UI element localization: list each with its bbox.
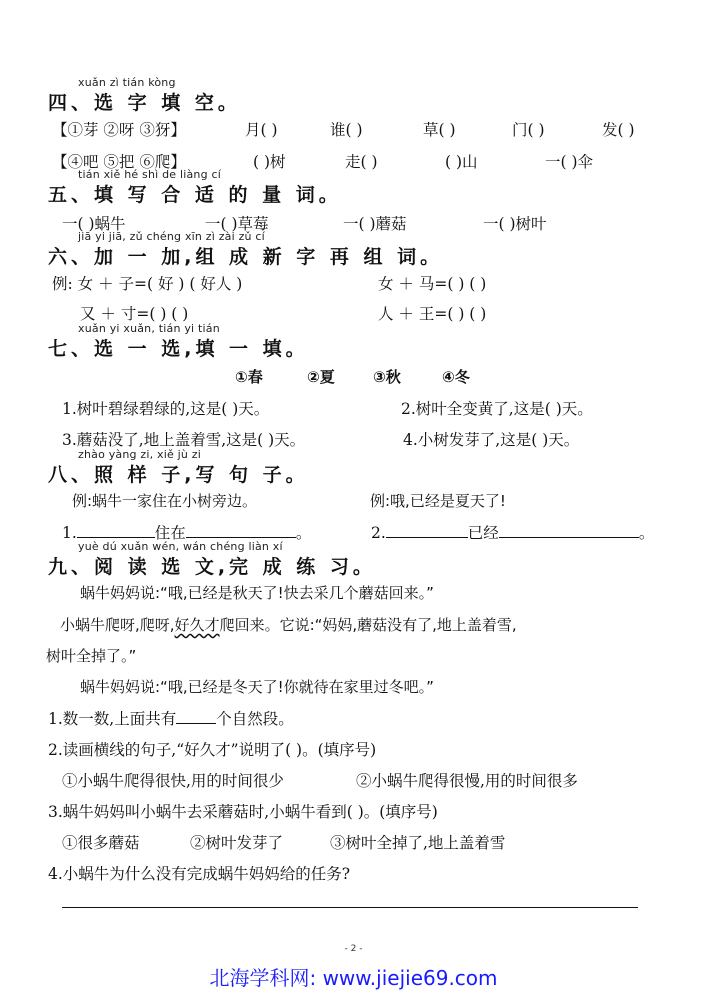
s5-item-3: 一( )蘑菇 bbox=[343, 215, 407, 233]
s9-paragraph-2-line-2: 树叶全掉了。” bbox=[46, 647, 137, 665]
s7-option-winter: ④冬 bbox=[442, 368, 470, 386]
s8-heading: 八、照 样 子,写 句 子。 bbox=[48, 464, 309, 486]
s9-q1-blank[interactable] bbox=[176, 707, 216, 724]
s6-example: 例: 女 ＋ 子=( 好 ) ( 好人 ) bbox=[52, 275, 243, 293]
s4-blank-1: 月( ) bbox=[245, 121, 278, 139]
s7-q3: 3.蘑菇没了,地上盖着雪,这是( )天。 bbox=[62, 431, 306, 449]
s7-heading: 七、选 一 选,填 一 填。 bbox=[48, 338, 309, 360]
s4-blank-8: ( )山 bbox=[445, 153, 478, 171]
s9-paragraph-3: 蜗牛妈妈说:“哦,已经是冬天了!你就待在家里过冬吧。” bbox=[80, 678, 434, 696]
s4-row1-options: 【①芽 ②呀 ③犽】 bbox=[52, 121, 186, 139]
s4-blank-3: 草( ) bbox=[423, 121, 456, 139]
s7-option-summer: ②夏 bbox=[307, 368, 335, 386]
s7-q2: 2.树叶全变黄了,这是( )天。 bbox=[401, 400, 593, 418]
s5-heading: 五、填 写 合 适 的 量 词。 bbox=[48, 184, 342, 206]
s5-item-4: 一( )树叶 bbox=[483, 215, 547, 233]
s9-q1 bbox=[48, 707, 294, 729]
s9-q3: 3.蜗牛妈妈叫小蜗牛去采蘑菇时,小蜗牛看到( )。(填序号) bbox=[48, 803, 438, 821]
s8-example-2: 例:哦,已经是夏天了! bbox=[370, 492, 506, 510]
s8-q2-blank-a[interactable] bbox=[386, 521, 468, 538]
s7-pinyin: xuǎn yi xuǎn, tián yi tián bbox=[78, 322, 220, 335]
answer-line[interactable] bbox=[62, 907, 638, 908]
s9-q2-option-1: ①小蜗牛爬得很快,用的时间很少 bbox=[62, 772, 284, 790]
s4-blank-5: 发( ) bbox=[602, 121, 635, 139]
s4-blank-6: ( )树 bbox=[253, 153, 286, 171]
site-footer[interactable]: 北海学科网: www.jiejie69.com bbox=[209, 966, 498, 990]
s4-blank-9: 一( )伞 bbox=[545, 153, 594, 171]
s9-paragraph-2-line-1 bbox=[60, 614, 517, 635]
s6-q3: 人 ＋ 王=( ) ( ) bbox=[378, 305, 487, 323]
s8-q1-number: 1. bbox=[62, 524, 77, 542]
s5-item-2: 一( )草莓 bbox=[205, 215, 269, 233]
s9-heading: 九、阅 读 选 文,完 成 练 习。 bbox=[48, 556, 376, 578]
s9-pinyin: yuè dú xuǎn wén, wán chéng liàn xí bbox=[78, 540, 283, 553]
s8-q2-number: 2. bbox=[371, 524, 386, 542]
s9-p2-key-phrase: 好久才 bbox=[174, 616, 220, 634]
s8-q2-blank-b[interactable] bbox=[499, 521, 639, 538]
s6-q2: 又 ＋ 寸=( ) ( ) bbox=[80, 305, 189, 323]
s8-q2-end: 。 bbox=[638, 524, 655, 542]
s8-q1-end: 。 bbox=[295, 524, 312, 542]
s5-item-1: 一( )蜗牛 bbox=[62, 215, 126, 233]
s4-blank-4: 门( ) bbox=[512, 121, 545, 139]
s7-option-spring: ①春 bbox=[235, 368, 263, 386]
s6-heading: 六、加 一 加,组 成 新 字 再 组 词。 bbox=[48, 246, 444, 268]
s9-q3-option-1: ①很多蘑菇 bbox=[62, 834, 140, 852]
s9-p2-pre: 小蜗牛爬呀,爬呀, bbox=[60, 616, 175, 634]
s7-option-autumn: ③秋 bbox=[373, 368, 401, 386]
s9-q2: 2.读画横线的句子,“好久才”说明了( )。(填序号) bbox=[48, 741, 377, 759]
s9-q3-option-3: ③树叶全掉了,地上盖着雪 bbox=[330, 834, 506, 852]
s8-q1-blank-a[interactable] bbox=[77, 521, 155, 538]
s4-row2-options: 【④吧 ⑤把 ⑥爬】 bbox=[52, 153, 186, 171]
s9-q2-option-2: ②小蜗牛爬得很慢,用的时间很多 bbox=[356, 772, 578, 790]
s9-p2-post: 爬回来。它说:“妈妈,蘑菇没有了,地上盖着雪, bbox=[219, 616, 517, 634]
s5-pinyin: tián xiě hé shì de liàng cí bbox=[78, 168, 221, 181]
s9-q1-post: 个自然段。 bbox=[216, 710, 294, 728]
s4-pinyin: xuǎn zì tián kòng bbox=[78, 76, 176, 89]
s8-q1-mid: 住在 bbox=[154, 524, 186, 542]
s8-pinyin: zhào yàng zi, xiě jù zi bbox=[78, 448, 202, 461]
s4-blank-7: 走( ) bbox=[345, 153, 378, 171]
s8-example-1: 例:蜗牛一家住在小树旁边。 bbox=[72, 492, 258, 510]
s9-paragraph-1: 蜗牛妈妈说:“哦,已经是秋天了!快去采几个蘑菇回来。” bbox=[80, 584, 434, 602]
page-number: - 2 - bbox=[344, 944, 363, 954]
s8-q2-mid: 已经 bbox=[467, 524, 499, 542]
s9-q3-option-2: ②树叶发芽了 bbox=[190, 834, 284, 852]
s6-pinyin: jiā yi jiā, zǔ chéng xīn zì zài zǔ cí bbox=[78, 230, 265, 243]
s8-q1-blank-b[interactable] bbox=[186, 521, 296, 538]
s4-blank-2: 谁( ) bbox=[330, 121, 363, 139]
s9-q1-pre: 1.数一数,上面共有 bbox=[48, 710, 177, 728]
s7-q1: 1.树叶碧绿碧绿的,这是( )天。 bbox=[62, 400, 270, 418]
s6-q1: 女 ＋ 马=( ) ( ) bbox=[378, 275, 487, 293]
s7-q4: 4.小树发芽了,这是( )天。 bbox=[403, 431, 580, 449]
s4-heading: 四、选 字 填 空。 bbox=[48, 92, 241, 114]
s9-q4: 4.小蜗牛为什么没有完成蜗牛妈妈给的任务? bbox=[48, 865, 351, 883]
s8-q2 bbox=[371, 521, 654, 543]
